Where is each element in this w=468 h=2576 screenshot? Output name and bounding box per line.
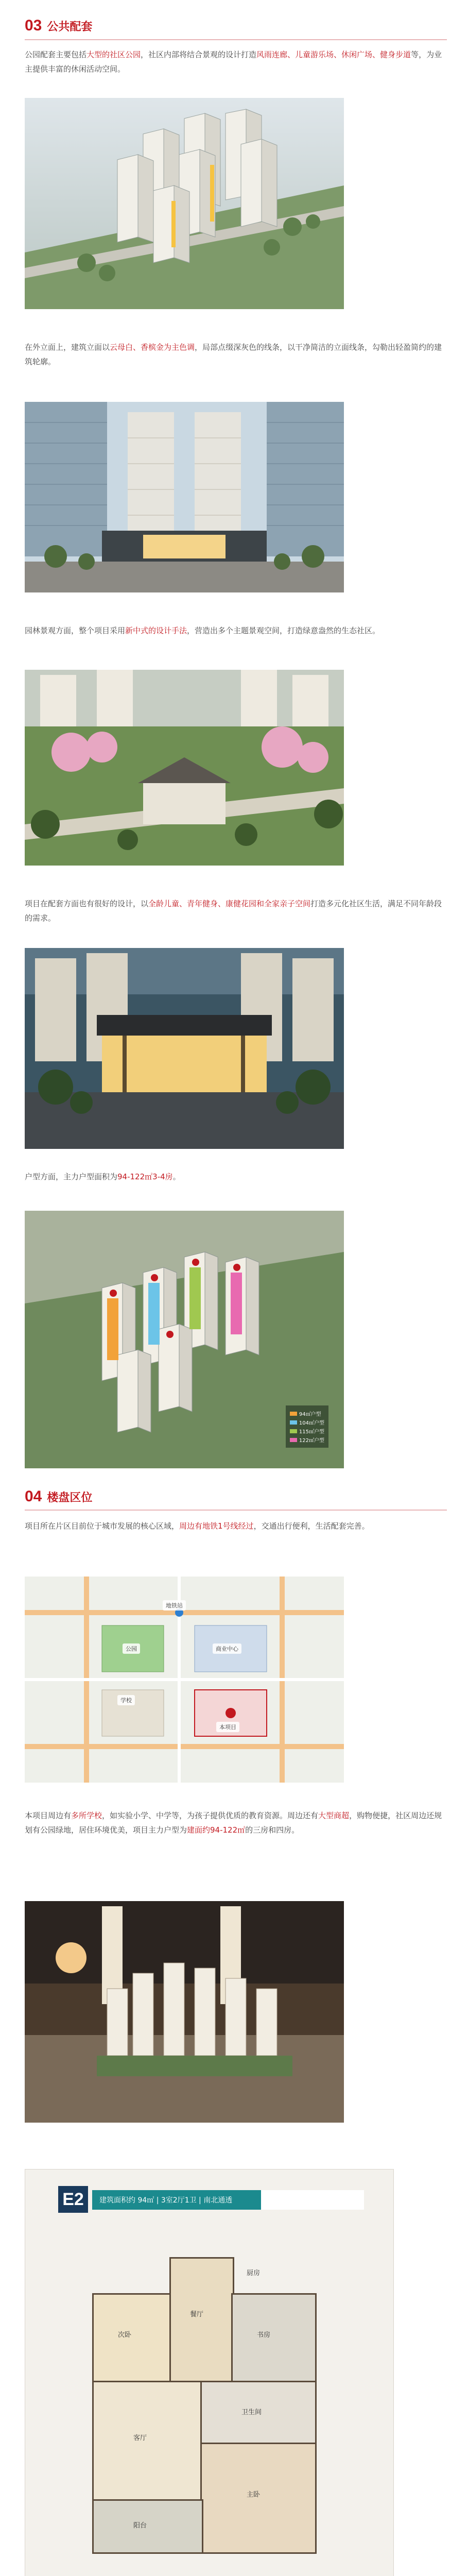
room-label: 主卧 xyxy=(247,2491,261,2499)
map-label: 本项目 xyxy=(216,1722,239,1732)
room xyxy=(169,2257,234,2384)
text: ，局部点缀深灰色的线条，以干净简洁的立面线条，勾勒出轻盈简约的建筑轮廓。 xyxy=(25,343,442,366)
section-title: 公共配套 xyxy=(47,20,93,33)
text: ，营造出多个主题景观空间，打造绿意盎然的生态社区。 xyxy=(187,626,380,635)
location-map-image xyxy=(25,1577,344,1783)
text: ，购物便捷，社区周边还规划有公园绿地，居住环境优美，项目主力户型为 xyxy=(25,1811,442,1835)
legend-swatch xyxy=(290,1429,297,1433)
text: 公园配套主要包括 xyxy=(25,50,87,59)
aerial-rendering-image xyxy=(25,98,344,309)
section-header xyxy=(25,1486,92,1507)
floor-plan-card xyxy=(25,2169,394,2576)
legend-swatch xyxy=(290,1412,297,1416)
room xyxy=(231,2293,317,2384)
text: ，交通出行便利，生活配套完善。 xyxy=(253,1521,370,1531)
highlight-text: 新中式的设计手法 xyxy=(125,626,187,635)
paragraph xyxy=(25,1808,443,1837)
paragraph xyxy=(25,47,443,76)
text: 项目所在片区目前位于城市发展的核心区域， xyxy=(25,1521,180,1531)
room-label: 卫生间 xyxy=(241,2409,262,2416)
text: 项目在配套方面也有很好的设计，以 xyxy=(25,899,149,908)
room xyxy=(92,2293,172,2384)
highlight-text: 周边有地铁1号线经过 xyxy=(179,1521,254,1531)
room-label: 餐厅 xyxy=(190,2311,204,2318)
facade-rendering-image xyxy=(25,402,344,592)
text: 户型方面，主力户型面积为 xyxy=(25,1172,118,1181)
paragraph xyxy=(25,623,443,638)
plan-info-bar-tail xyxy=(261,2190,364,2210)
floor-plan-drawing xyxy=(92,2257,314,2576)
legend-swatch xyxy=(290,1420,297,1425)
map-label: 学校 xyxy=(117,1695,135,1705)
legend-item xyxy=(290,1436,324,1444)
paragraph xyxy=(25,1170,443,1184)
highlight-text: 建面约94-122㎡ xyxy=(187,1825,246,1835)
plan-info-bar: 建筑面积约 94㎡ | 3室2厅1卫 | 南北通透 xyxy=(92,2190,261,2210)
text: ，社区内部将结合景观的设计打造 xyxy=(141,50,257,59)
legend-swatch xyxy=(290,1438,297,1442)
text: ，如实验小学、中学等，为孩子提供优质的教育资源。周边还有 xyxy=(102,1811,319,1820)
text: 园林景观方面，整个项目采用 xyxy=(25,626,126,635)
section-divider xyxy=(25,39,447,40)
highlight-text: 大型商超 xyxy=(318,1811,350,1820)
text: 的三房和四房。 xyxy=(245,1825,300,1835)
map-label: 公园 xyxy=(123,1643,140,1654)
room xyxy=(92,2381,203,2502)
room-label: 书房 xyxy=(257,2331,271,2339)
sales-model-image xyxy=(25,1901,344,2123)
highlight-text: 大型的社区公园 xyxy=(86,50,141,59)
paragraph xyxy=(25,340,443,369)
text: 。 xyxy=(172,1172,181,1181)
paragraph xyxy=(25,1519,443,1533)
unit-legend xyxy=(286,1405,328,1448)
legend-item xyxy=(290,1427,324,1435)
highlight-text: 风雨连廊、儿童游乐场、休闲广场、健身步道 xyxy=(256,50,411,59)
legend-label: 104㎡户型 xyxy=(299,1420,324,1426)
section-number: 03 xyxy=(25,17,42,34)
legend-label: 94㎡户型 xyxy=(299,1412,321,1417)
highlight-text: 多所学校 xyxy=(71,1811,102,1820)
legend-label: 122㎡户型 xyxy=(299,1438,324,1444)
paragraph xyxy=(25,896,443,925)
room-label: 客厅 xyxy=(133,2434,147,2442)
section-divider xyxy=(25,1510,447,1511)
plan-type-tag: E2 xyxy=(58,2186,88,2213)
garden-landscape-image xyxy=(25,670,344,866)
text: 打造多元化社区生活，满足不同年龄段的需求。 xyxy=(25,899,442,923)
legend-label: 115㎡户型 xyxy=(299,1429,324,1435)
legend-item xyxy=(290,1418,324,1426)
text: 在外立面上，建筑立面以 xyxy=(25,343,110,352)
entrance-gate-image xyxy=(25,948,344,1149)
highlight-text: 云母白、香槟金为主色调 xyxy=(110,343,195,352)
highlight-text: 全龄儿童、青年健身、康健花园和全家亲子空间 xyxy=(148,899,311,908)
legend-item xyxy=(290,1410,324,1417)
section-title: 楼盘区位 xyxy=(47,1490,93,1504)
highlight-text: 94-122㎡3-4房 xyxy=(117,1172,173,1181)
room-label: 次卧 xyxy=(118,2331,132,2339)
section-number: 04 xyxy=(25,1488,42,1505)
map-label: 地铁站 xyxy=(163,1600,186,1611)
room-label: 阳台 xyxy=(133,2522,147,2530)
map-label: 商业中心 xyxy=(213,1643,241,1654)
section-header xyxy=(25,15,92,36)
text: 本项目周边有 xyxy=(25,1811,72,1820)
room-label: 厨房 xyxy=(247,2269,261,2277)
text: 等，为业主提供丰富的休闲活动空间。 xyxy=(25,50,442,74)
room xyxy=(92,2499,203,2554)
unit-distribution-image xyxy=(25,1211,344,1468)
